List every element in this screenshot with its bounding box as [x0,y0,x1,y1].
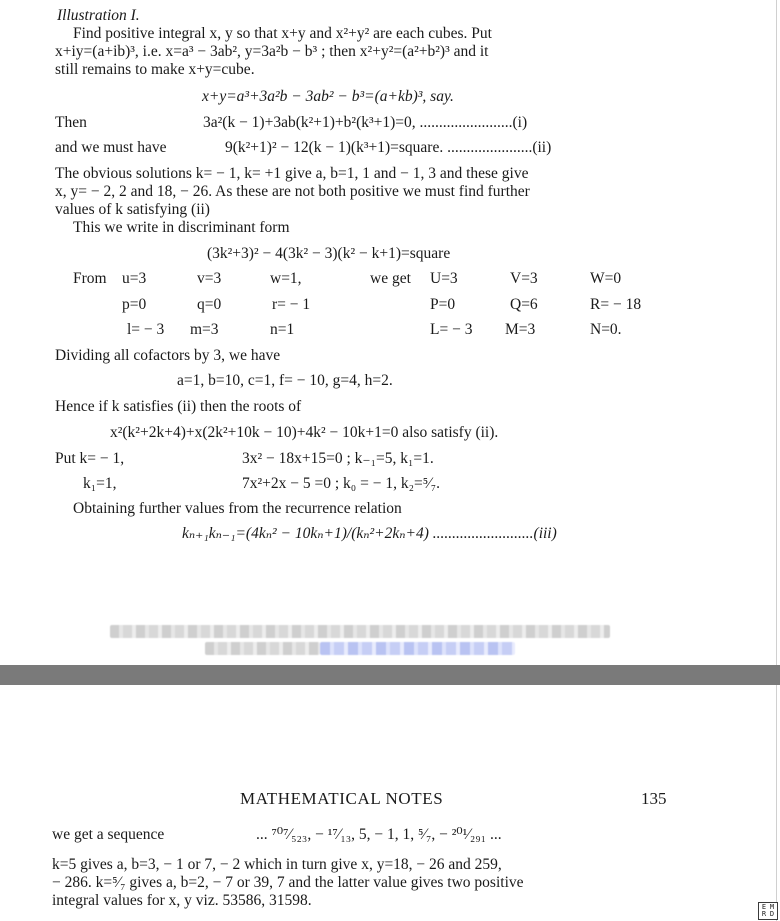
table-cell: l= − 3 [127,321,165,338]
page-separator [0,665,780,685]
sequence: ... ⁷⁰⁷⁄₅₂₃, − ¹⁷⁄₁₃, 5, − 1, 1, ⁵⁄₇, − ²⁰¹⁄₂₉₁ ... [256,826,502,843]
text-line: This we write in discriminant form [73,219,290,236]
table-cell: Q=6 [510,296,538,313]
equation-i: 3a²(k − 1)+3ab(k²+1)+b²(k³+1)=0, ........................(i) [203,114,528,131]
illustration-heading: Illustration I. [57,7,140,24]
redacted-footer-link [320,642,515,655]
text-line: Hence if k satisfies (ii) then the roots of [55,398,302,415]
running-heading: MATHEMATICAL NOTES [240,789,444,808]
text-line: Then [55,114,87,131]
equation: (3k²+3)² − 4(3k² − 3)(k² − k+1)=square [207,245,451,262]
equation: x+y=a³+3a²b − 3ab² − b³=(a+kb)³, say. [202,88,454,105]
text-line: still remains to make x+y=cube. [55,61,255,78]
page-lower [0,685,777,921]
table-cell: p=0 [122,296,147,313]
table-cell: q=0 [197,296,222,313]
text-line: − 286. k=⁵⁄₇ gives a, b=2, − 7 or 39, 7 and the latter value gives two positive [52,874,524,891]
text-line: k₁=1, [83,475,117,492]
text-line: The obvious solutions k= − 1, k= +1 give a, b=1, 1 and − 1, 3 and these give [55,165,529,182]
redacted-footer-line [205,642,320,655]
table-cell: u=3 [122,270,147,287]
table-label-we-get: we get [370,270,411,287]
page-number: 135 [641,789,667,808]
table-cell: V=3 [510,270,538,287]
table-cell: N=0. [590,321,622,338]
table-cell: L= − 3 [430,321,473,338]
text-line: Put k= − 1, [55,450,125,467]
table-cell: n=1 [270,321,295,338]
text-line: we get a sequence [52,826,165,843]
table-cell: m=3 [190,321,219,338]
text-line: Dividing all cofactors by 3, we have [55,347,281,364]
table-cell: r= − 1 [272,296,311,313]
table-cell: v=3 [197,270,222,287]
table-label-from: From [73,270,107,287]
table-cell: U=3 [430,270,458,287]
emrd-badge-icon: E M R D [758,902,778,920]
text-line: values of k satisfying (ii) [55,201,210,218]
equation: a=1, b=10, c=1, f= − 10, g=4, h=2. [177,372,393,389]
text-line: x+iy=(a+ib)³, i.e. x=a³ − 3ab², y=3a²b − b³ ; then x²+y²=(a²+b²)³ and it [55,43,489,60]
text-line: and we must have [55,139,167,156]
equation-ii: 9(k²+1)² − 12(k − 1)(k³+1)=square. ......................(ii) [225,139,552,156]
table-cell: M=3 [505,321,536,338]
table-cell: W=0 [590,270,622,287]
equation-iii: kₙ₊₁kₙ₋₁=(4kₙ² − 10kₙ+1)/(kₙ²+2kₙ+4) ..........................(iii) [182,525,557,542]
text-line: k=5 gives a, b=3, − 1 or 7, − 2 which in turn give x, y=18, − 26 and 259, [52,856,502,873]
equation: 7x²+2x − 5 =0 ; k₀ = − 1, k₂=⁵⁄₇. [242,475,440,492]
equation: x²(k²+2k+4)+x(2k²+10k − 10)+4k² − 10k+1=0 also satisfy (ii). [110,424,499,441]
text-line: Obtaining further values from the recurrence relation [73,500,402,517]
table-cell: R= − 18 [590,296,642,313]
table-cell: P=0 [430,296,456,313]
text-line: Find positive integral x, y so that x+y and x²+y² are each cubes. Put [73,25,492,42]
table-cell: w=1, [270,270,302,287]
text-line: x, y= − 2, 2 and 18, − 26. As these are not both positive we must find further [55,183,530,200]
redacted-footer-line [110,625,610,638]
equation: 3x² − 18x+15=0 ; k₋₁=5, k₁=1. [242,450,434,467]
text-line: integral values for x, y viz. 53586, 31598. [52,892,312,909]
